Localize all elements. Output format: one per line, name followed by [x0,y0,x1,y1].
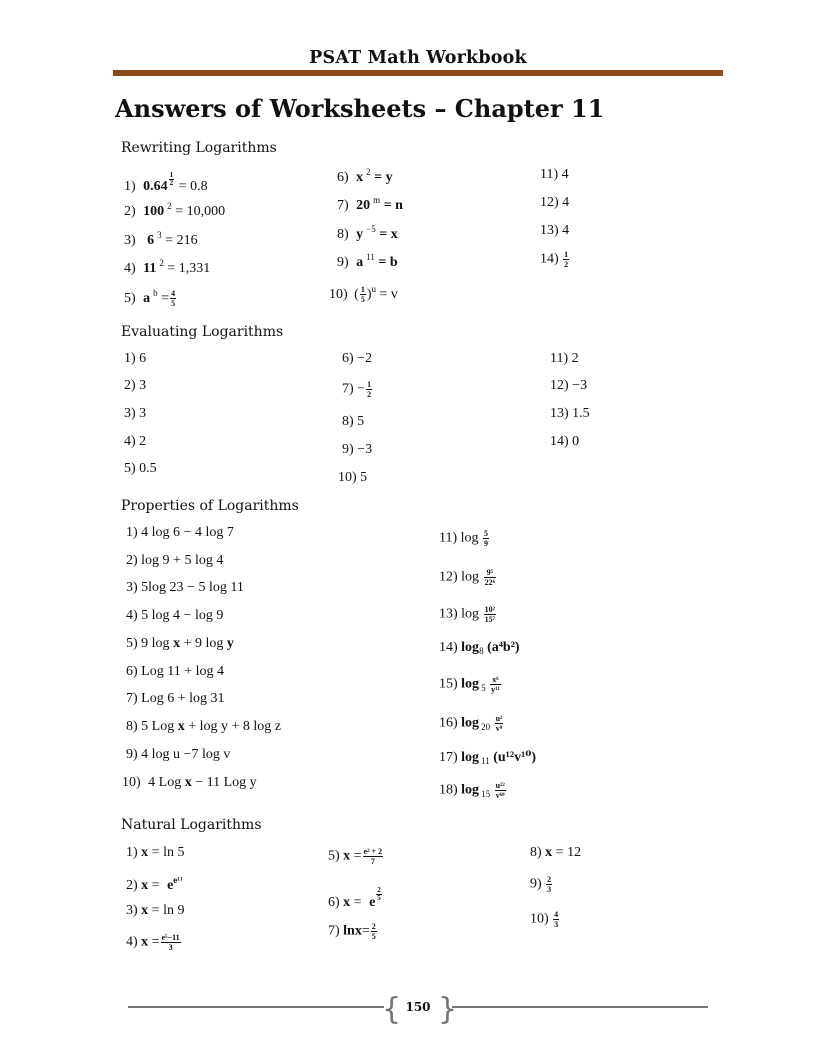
log-base: 8 [479,646,484,656]
item-number: 12) [540,195,559,210]
item-number: 13) [540,223,559,238]
item-exponent: u [371,284,377,294]
item-number: 1) [124,351,136,366]
exp-denominator: 5 [377,894,381,902]
item-number: 13) [550,406,569,421]
answer-item [342,351,372,367]
answer-item [126,580,244,596]
fraction-denominator: 2 [367,390,372,399]
item-number: 12) [550,378,569,393]
fraction-denominator: 5 [171,299,176,309]
item-number: 7) [337,198,349,213]
fraction-denominator: 5 [360,295,365,305]
item-value: 6 [139,351,147,366]
answer-item [439,675,502,694]
answer-item [122,775,257,791]
item-number: 9) [342,442,354,457]
item-lhs: lnx [343,923,362,939]
answer-item [550,378,587,394]
answer-item [328,922,378,941]
item-rest: = 1,331 [167,261,211,276]
item-log: log [461,676,480,692]
fraction-numerator: 5 [484,529,489,538]
answer-item [124,230,198,249]
item-eq: = [353,895,362,910]
answer-item [337,167,393,186]
book-title: PSAT Math Workbook [309,48,527,68]
right-brace-ornament: } [438,992,458,1027]
item-value: 3 [139,406,147,421]
answer-item [328,887,383,911]
answer-item [342,442,372,458]
item-number: 9) [337,255,349,270]
item-lhs: x [141,845,149,860]
item-number: 5) [124,461,136,476]
log-base: 20 [481,721,491,732]
answer-item [124,434,146,450]
item-text: 4 log 6 − 4 log 7 [141,525,234,540]
item-number: 4) [124,434,136,449]
fraction-numerator: 9⁵ [484,568,496,578]
exp-numerator: 1 [169,171,174,179]
footer-rule-left [128,1006,384,1008]
fraction-denominator: 7 [370,857,375,866]
answer-item [342,380,373,399]
item-variable: x [177,719,185,734]
fraction-denominator: 15⁷ [484,615,495,624]
item-number: 12) [439,569,458,585]
left-brace-ornament: { [382,992,402,1027]
fraction-numerator: u²² [495,781,505,790]
fraction-denominator: y¹¹ [491,685,500,694]
item-exponent: b [153,288,158,298]
item-number: 8) [342,414,354,429]
item-lhs: x [141,934,149,950]
item-number: 5) [328,848,340,864]
answer-item [439,568,497,587]
item-value: −3 [572,378,588,393]
item-text: 5 Log [141,719,178,734]
section-title-natural: Natural Logarithms [121,817,262,833]
answer-item [126,553,223,569]
section-title-rewriting: Rewriting Logarithms [121,140,277,156]
answer-item [439,781,507,800]
footer-rule-right [452,1006,708,1008]
answer-item [530,875,553,894]
answer-item [126,747,230,763]
item-text: log 9 + 5 log 4 [141,553,224,568]
item-text: 5 log 4 − log 9 [141,608,224,623]
item-number: 14) [550,434,569,449]
item-eq: = [353,848,362,864]
answer-item [540,195,569,211]
log-base: 5 [481,682,486,693]
item-number: 3) [126,903,138,918]
item-number: 9) [530,876,542,892]
item-value: 4 [561,167,569,182]
answer-item [126,903,184,919]
answer-item [126,719,281,735]
answer-item [124,378,146,394]
item-rest: = b [378,255,398,270]
item-text: + 9 log [180,636,227,651]
item-eq: = [151,878,160,893]
answer-item [540,223,569,239]
item-base: 100 [143,204,165,219]
answer-item [337,195,403,214]
answer-item [439,714,504,733]
item-value: 0 [572,434,580,449]
fraction-numerator: 4 [554,910,559,919]
answer-item [126,608,223,624]
fraction-denominator: 5 [371,932,376,941]
header-rule [113,70,723,76]
item-number: 10) [329,287,348,302]
item-number: 14) [540,251,559,267]
item-number: 17) [439,750,458,765]
fraction-numerator: 1 [367,380,372,389]
item-number: 6) [337,170,349,185]
fraction-numerator: e² + 2 [363,847,383,856]
answer-item [126,845,184,861]
item-number: 13) [439,606,458,622]
item-value: 2 [139,434,147,449]
item-exponent: m [373,195,381,205]
item-text: + log y + 8 log z [184,719,282,734]
item-value: 4 [562,223,570,238]
item-number: 1) [124,179,136,194]
item-log: log [461,782,480,798]
answer-item [337,252,398,271]
item-base: a [143,291,151,306]
item-number: 7) [328,923,340,939]
item-exponent: 3 [157,230,162,240]
item-number: 2) [124,204,136,219]
item-value: 4 [562,195,570,210]
item-value: 3 [139,378,147,393]
item-eq: = [361,923,370,939]
fraction-denominator: 2 [564,260,569,269]
item-number: 11) [540,167,559,182]
answer-item [124,201,225,220]
item-variable: x [184,775,192,790]
item-number: 1) [126,845,138,860]
item-lhs: x [545,845,553,860]
item-number: 9) [126,747,138,762]
item-rest: = 216 [165,233,198,248]
fraction-numerator: 1 [564,250,569,259]
fraction-denominator: 22⁶ [484,578,495,587]
fraction-denominator: v⁶⁹ [495,791,505,800]
item-text: (u¹²v¹⁰) [493,750,537,765]
fraction-numerator: 10² [484,605,495,614]
answer-item [338,470,367,486]
section-title-evaluating: Evaluating Logarithms [121,324,284,340]
item-rest: = n [383,198,403,213]
answer-item [126,933,182,952]
item-log: log [461,640,480,655]
item-lhs: x [141,903,149,918]
item-number: 6) [342,351,354,366]
item-variable: x [173,636,181,651]
item-exponent: 2 [167,201,172,211]
item-text: 4 log u −7 log v [141,747,231,762]
answer-item [124,288,177,308]
item-number: 5) [126,636,138,651]
item-number: 2) [126,553,138,568]
answer-item [550,434,579,450]
answer-item [328,847,384,866]
item-log: log [461,606,480,622]
item-log: log [461,569,480,585]
item-rest: = x [379,227,398,242]
item-rhs: = 12 [555,845,582,860]
item-exponent: 2 [159,258,164,268]
item-value: 0.5 [139,461,157,476]
answer-item [126,691,225,707]
answer-item [550,406,590,422]
item-eq: = [161,291,170,306]
answer-item [124,258,210,277]
log-base: 15 [481,788,491,799]
answer-item: 10) ( $\frac{1}{5}$ )$^u$ = v [329,284,398,305]
fraction-numerator: e⁵−11 [161,933,180,942]
exp-denominator: 2 [169,179,174,187]
item-rest: = 10,000 [175,204,226,219]
item-base: e [167,878,174,893]
item-number: 3) [124,233,136,248]
answer-item [337,224,398,243]
item-text: 9 log [141,636,174,651]
answer-item [550,351,579,367]
answer-item [342,414,364,430]
item-rest: = v [379,287,398,302]
item-number: 5) [124,291,136,306]
item-rest: = 0.8 [178,179,208,194]
item-value: 5 [360,470,368,485]
fraction-denominator: 3 [554,920,559,929]
fraction-numerator: x⁶ [490,675,501,685]
item-number: 10) [338,470,357,485]
item-number: 16) [439,715,458,731]
item-value: 2 [571,351,579,366]
item-number: 3) [124,406,136,421]
item-base: e [369,895,376,910]
fraction-numerator: 2 [371,922,376,931]
fraction-denominator: 9 [484,539,489,548]
item-text: 4 Log [148,775,185,790]
answer-item [439,529,490,548]
item-variable: y [226,636,234,651]
item-value: 5 [357,414,365,429]
item-exponent: 11 [366,252,375,262]
item-value: −2 [357,351,373,366]
item-exponent: e¹¹ [173,875,183,885]
fraction-numerator: 4 [171,289,176,299]
log-base: 11 [481,756,490,766]
item-number: 15) [439,676,458,692]
item-number: 7) [342,381,354,397]
item-log: log [460,530,479,546]
answer-item [126,636,234,652]
item-eq: = [151,934,160,950]
item-number: 4) [124,261,136,276]
answer-item [530,910,560,929]
item-number: 2) [126,878,138,893]
answer-item [124,461,157,477]
item-base: a [356,255,364,270]
fraction-denominator: 3 [547,885,552,894]
item-lhs: x [141,878,149,893]
answer-item [540,167,569,183]
exp-numerator: 2 [377,886,381,894]
answer-item [126,664,224,680]
fraction-numerator: 1 [360,285,365,295]
item-number: 8) [337,227,349,242]
item-number: 2) [124,378,136,393]
item-number: 11) [550,351,569,366]
page-heading: Answers of Worksheets – Chapter 11 [115,94,605,123]
answer-item [540,250,570,269]
item-number: 14) [439,640,458,655]
fraction-denominator: v⁹ [495,724,503,733]
item-text: Log 11 + log 4 [141,664,224,679]
item-base: 0.64 [143,179,168,194]
item-rhs: = ln 9 [151,903,185,918]
item-number: 18) [439,782,458,798]
item-log: log [461,750,480,765]
item-log: log [461,715,480,731]
item-text: − 11 Log y [191,775,257,790]
item-text: (a⁴b²) [487,640,520,655]
item-number: 8) [126,719,138,734]
item-base: x [356,170,364,185]
item-number: 3) [126,580,138,595]
fraction-numerator: u² [495,714,503,723]
item-number: 4) [126,934,138,950]
item-number: 1) [126,525,138,540]
item-base: y [356,227,364,242]
item-number: 10) [530,911,549,927]
item-number: 11) [439,530,458,546]
item-number: 8) [530,845,542,860]
item-number: 6) [126,664,138,679]
item-exponent: −5 [366,224,376,234]
page-number: 150 [405,1000,431,1014]
item-value: −3 [357,442,373,457]
section-title-properties: Properties of Logarithms [121,498,299,514]
answer-item [124,351,146,367]
answer-item [439,749,536,766]
item-lhs: x [343,895,351,910]
answer-item [439,605,497,624]
item-value: 1.5 [572,406,590,421]
fraction-denominator: 3 [168,943,173,952]
item-text: Log 6 + log 31 [141,691,225,706]
item-number: 4) [126,608,138,623]
item-base: 20 [356,198,371,213]
item-base: 6 [147,233,155,248]
item-rest: = y [374,170,393,185]
item-base: 11 [143,261,157,276]
item-lhs: x [343,848,351,864]
answer-item [439,640,520,656]
answer-item [126,875,183,894]
fraction-numerator: 2 [547,875,552,884]
answer-item [124,406,146,422]
item-number: 6) [328,895,340,910]
item-number: 7) [126,691,138,706]
answer-item [530,845,581,861]
answer-item [126,525,234,541]
item-rhs: = ln 5 [151,845,185,860]
item-sign: − [357,381,366,397]
item-number: 10) [122,775,141,790]
item-text: 5log 23 − 5 log 11 [141,580,244,595]
answer-item [124,172,208,195]
item-exponent: 2 [366,167,371,177]
